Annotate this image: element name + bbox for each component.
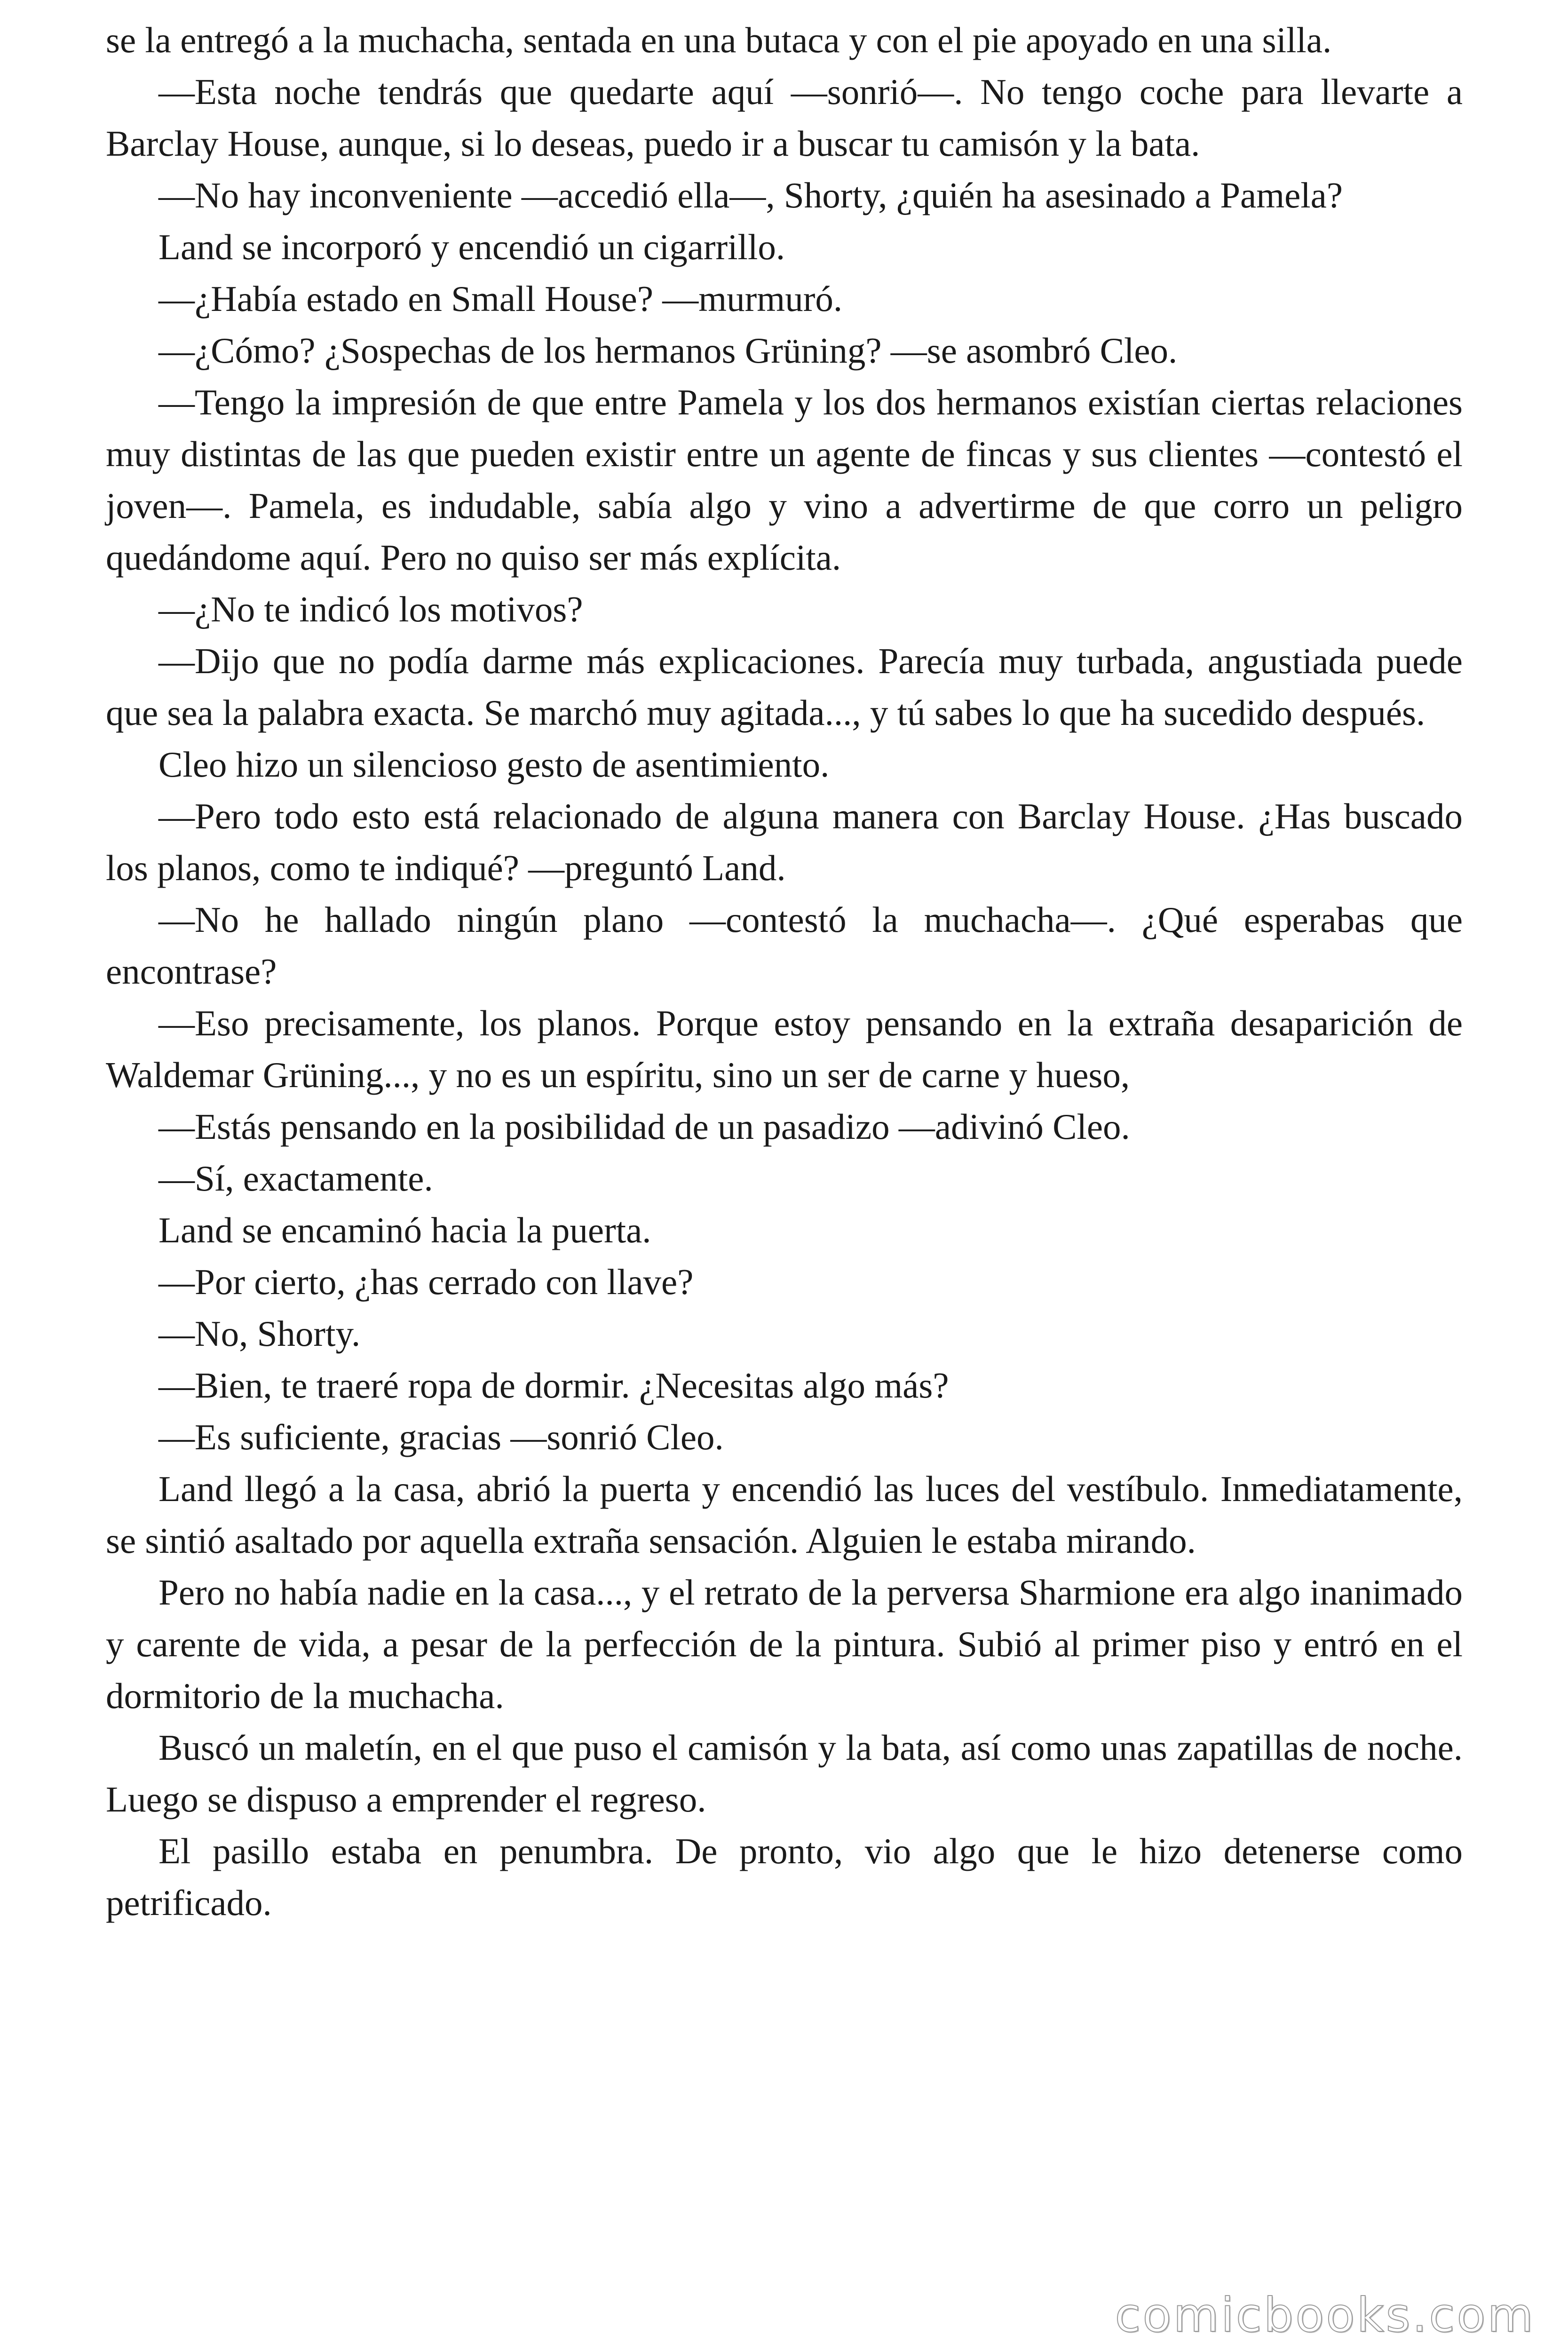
paragraph: El pasillo estaba en penumbra. De pronto, vio algo que le hizo detenerse como petrificado. [106,1831,1463,1923]
page-body [106,14,1463,1929]
paragraph: —Tengo la impresión de que entre Pamela y los dos hermanos existían ciertas relaciones muy distintas de las que pueden existir entre un agente de fincas y sus clientes —contestó el joven—. Pamela, es indudable, sabía algo y vino a advertirme de que corro un peligro quedándome aquí. Pero no quiso ser más explícita. [106,382,1463,578]
watermark: comicbooks.com [1115,2288,1535,2343]
paragraph: —Sí, exactamente. [158,1158,433,1199]
paragraph: —¿Cómo? ¿Sospechas de los hermanos Grüning? —se asombró Cleo. [158,330,1178,371]
paragraph: Buscó un maletín, en el que puso el camisón y la bata, así como unas zapatillas de noche. Luego se dispuso a emprender el regreso. [106,1727,1463,1820]
paragraph: Cleo hizo un silencioso gesto de asentimiento. [158,744,830,785]
paragraph: Land se incorporó y encendió un cigarrillo. [158,227,785,267]
paragraph: Pero no había nadie en la casa..., y el retrato de la perversa Sharmione era algo inanimado y carente de vida, a pesar de la perfección de la pintura. Subió al primer piso y entró en el dormitorio de la muchacha. [106,1572,1463,1716]
paragraph: Land se encaminó hacia la puerta. [158,1210,651,1250]
paragraph: —Bien, te traeré ropa de dormir. ¿Necesitas algo más? [158,1365,949,1406]
paragraph: —No hay inconveniente —accedió ella—, Shorty, ¿quién ha asesinado a Pamela? [158,175,1343,215]
paragraph: —Pero todo esto está relacionado de alguna manera con Barclay House. ¿Has buscado los planos, como te indiqué? —preguntó Land. [106,796,1463,888]
paragraph: —No he hallado ningún plano —contestó la muchacha—. ¿Qué esperabas que encontrase? [106,899,1463,992]
paragraph: —No, Shorty. [158,1313,361,1354]
paragraph: —¿Había estado en Small House? —murmuró. [158,278,843,319]
paragraph: se la entregó a la muchacha, sentada en una butaca y con el pie apoyado en una silla. [106,20,1332,60]
paragraph: —Eso precisamente, los planos. Porque estoy pensando en la extraña desaparición de Waldemar Grüning..., y no es un espíritu, sino un ser de carne y hueso, [106,1003,1463,1095]
paragraph: —Es suficiente, gracias —sonrió Cleo. [158,1417,724,1457]
paragraph: —Estás pensando en la posibilidad de un pasadizo —adivinó Cleo. [158,1106,1130,1147]
paragraph: —¿No te indicó los motivos? [158,589,583,629]
paragraph: Land llegó a la casa, abrió la puerta y encendió las luces del vestíbulo. Inmediatamente, se sintió asaltado por aquella extraña sensación. Alguien le estaba mirando. [106,1469,1463,1561]
paragraph: —Esta noche tendrás que quedarte aquí —sonrió—. No tengo coche para llevarte a Barclay House, aunque, si lo deseas, puedo ir a buscar tu camisón y la bata. [106,72,1463,164]
paragraph: —Por cierto, ¿has cerrado con llave? [158,1262,694,1302]
paragraph: —Dijo que no podía darme más explicaciones. Parecía muy turbada, angustiada puede que sea la palabra exacta. Se marchó muy agitada..., y tú sabes lo que ha sucedido después. [106,641,1463,733]
